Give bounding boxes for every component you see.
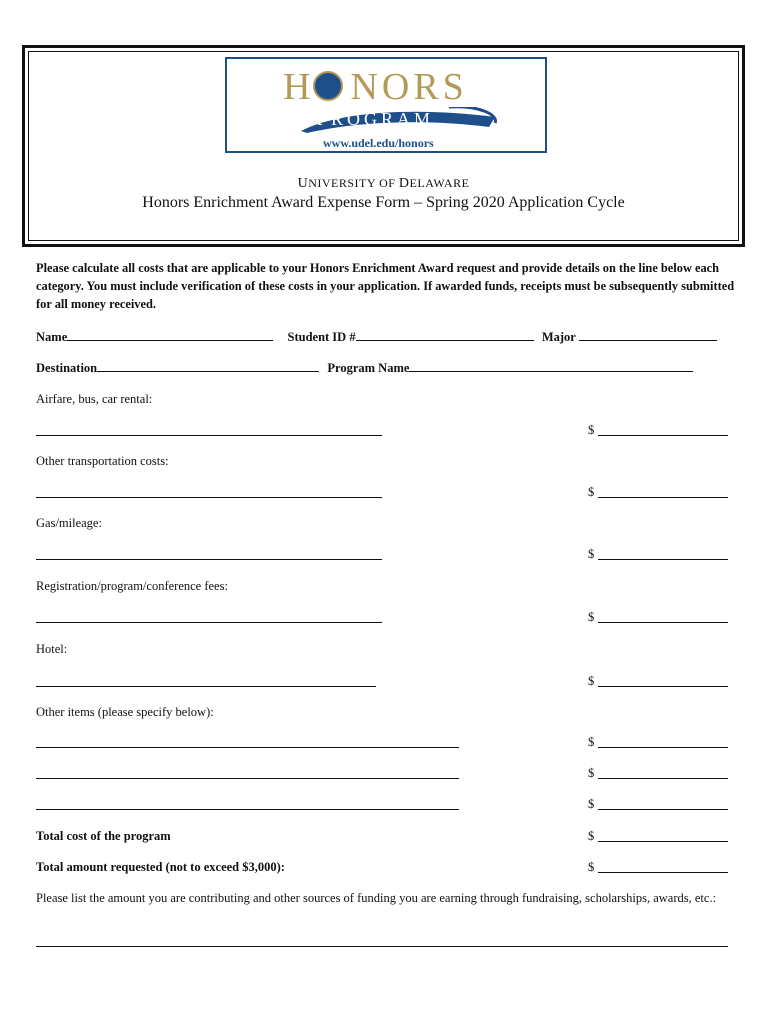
gas-amount-line[interactable]	[598, 559, 728, 560]
other-item-2-amount-line[interactable]	[598, 778, 728, 779]
student-id-field[interactable]	[356, 328, 534, 341]
hotel-label: Hotel:	[36, 642, 68, 656]
program-name-field[interactable]	[409, 359, 693, 372]
program-name-label: Program Name	[327, 361, 410, 375]
honors-program-logo	[225, 57, 547, 153]
dollar-sign: $	[588, 610, 595, 624]
other-transport-label: Other transportation costs:	[36, 454, 169, 468]
university-seal-icon	[313, 71, 343, 101]
airfare-details-line[interactable]	[36, 435, 382, 436]
dollar-sign: $	[588, 766, 595, 780]
other-item-1-line[interactable]	[36, 747, 459, 748]
dollar-sign: $	[588, 547, 595, 561]
name-label: Name	[36, 330, 68, 344]
intro-paragraph: Please calculate all costs that are applicable to your Honors Enrichment Award request and provide details on the line below each category. You must include verification of these costs in your application. If awarded funds, receipts must be subsequently submitted for all money received.	[36, 261, 735, 311]
other-item-1-amount-line[interactable]	[598, 747, 728, 748]
gas-details-line[interactable]	[36, 559, 382, 560]
gas-label: Gas/mileage:	[36, 516, 102, 530]
header-box	[22, 45, 745, 247]
form-title: Honors Enrichment Award Expense Form – Spring 2020 Application Cycle	[142, 194, 625, 211]
total-cost-amount-line[interactable]	[598, 841, 728, 842]
major-field[interactable]	[579, 328, 717, 341]
logo-program-text: PROGRAM	[317, 109, 435, 129]
dollar-sign: $	[588, 423, 595, 437]
name-id-major-row	[36, 328, 717, 345]
other-items-label: Other items (please specify below):	[36, 705, 214, 719]
dollar-sign: $	[588, 797, 595, 811]
destination-program-row	[36, 359, 693, 376]
airfare-label: Airfare, bus, car rental:	[36, 392, 153, 406]
registration-label: Registration/program/conference fees:	[36, 579, 228, 593]
other-item-3-line[interactable]	[36, 809, 459, 810]
dollar-sign: $	[588, 735, 595, 749]
dollar-sign: $	[588, 485, 595, 499]
destination-label: Destination	[36, 361, 98, 375]
total-cost-label: Total cost of the program	[36, 829, 171, 843]
dollar-sign: $	[588, 860, 595, 874]
other-transport-amount-line[interactable]	[598, 497, 728, 498]
dollar-sign: $	[588, 674, 595, 688]
registration-amount-line[interactable]	[598, 622, 728, 623]
major-label: Major	[541, 330, 576, 344]
total-requested-amount-line[interactable]	[598, 872, 728, 873]
hotel-details-line[interactable]	[36, 686, 376, 687]
other-transport-details-line[interactable]	[36, 497, 382, 498]
logo-title: H NORS	[283, 66, 468, 108]
funding-sources-label: Please list the amount you are contributing and other sources of funding you are earning through fundraising, scholarships, awards, etc.:	[36, 891, 717, 905]
hotel-amount-line[interactable]	[598, 686, 728, 687]
name-field[interactable]	[67, 328, 273, 341]
destination-field[interactable]	[97, 359, 319, 372]
other-item-2-line[interactable]	[36, 778, 459, 779]
dollar-sign: $	[588, 829, 595, 843]
airfare-amount-line[interactable]	[598, 435, 728, 436]
student-id-label: Student ID #	[287, 330, 356, 344]
university-name: UNIVERSITY OF DELAWARE	[297, 176, 470, 191]
logo-url: www.udel.edu/honors	[323, 136, 434, 150]
other-item-3-amount-line[interactable]	[598, 809, 728, 810]
total-requested-label: Total amount requested (not to exceed $3,000):	[36, 860, 285, 874]
registration-details-line[interactable]	[36, 622, 382, 623]
funding-sources-line[interactable]	[36, 946, 728, 947]
